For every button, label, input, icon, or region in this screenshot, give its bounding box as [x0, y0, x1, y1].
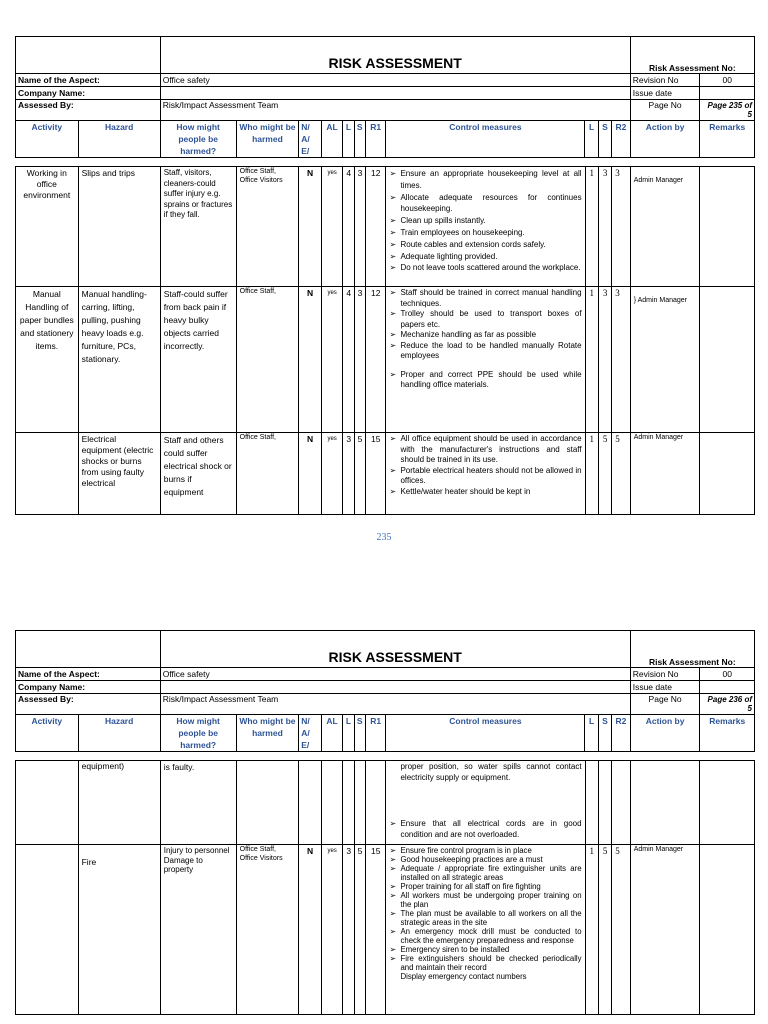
s2-cell — [598, 761, 611, 845]
ra-no-label: Risk Assessment No: — [630, 37, 754, 74]
activity-cell — [16, 845, 79, 1015]
r2-cell: 3 — [612, 287, 630, 433]
harm-cell: Staff-could suffer from back pain if heavy bulky objects carried incorrectly. — [160, 287, 236, 433]
remarks-cell — [700, 845, 755, 1015]
table-row — [16, 433, 755, 515]
col-control-measures: Control measures — [386, 715, 585, 752]
logo-cell — [16, 37, 161, 74]
s2-cell: 3 — [598, 167, 611, 287]
col-nae: N/ A/ E/ — [299, 121, 322, 158]
col-remarks: Remarks — [700, 121, 755, 158]
measure-item: ➢ Proper training for all staff on fire fighting — [389, 882, 581, 891]
header-table — [15, 36, 755, 158]
action-by-cell: Admin Manager — [630, 433, 700, 515]
r1-cell: 12 — [365, 287, 386, 433]
measure-item: ➢ Reduce the load to be handled manually Rotate employees — [389, 341, 581, 362]
col-who: Who might be harmed — [236, 121, 299, 158]
measure-item: ➢ Ensure an appropriate housekeeping level at all times. — [389, 168, 581, 192]
col-hazard: Hazard — [78, 121, 160, 158]
r2-cell: 5 — [612, 845, 630, 1015]
measure-item: ➢ Proper and correct PPE should be used while handling office materials. — [389, 370, 581, 391]
page-title: RISK ASSESSMENT — [160, 631, 630, 668]
measure-item: ➢ All office equipment should be used in accordance with the manufacturer's instructions and staff should be trained in its use. — [389, 434, 581, 466]
measure-item: ➢ Ensure that all electrical cords are in good condition and are not overloaded. — [389, 819, 581, 840]
col-l2: L — [585, 715, 598, 752]
r2-cell: 5 — [612, 433, 630, 515]
r1-cell — [365, 761, 386, 845]
l2-cell: 1 — [585, 287, 598, 433]
measure-item: ➢ Clean up spills instantly. — [389, 215, 581, 227]
col-activity: Activity — [16, 121, 79, 158]
issue-date-label: Issue date — [630, 681, 700, 694]
col-r2: R2 — [612, 121, 631, 158]
harm-cell: is faulty. — [160, 761, 236, 845]
hazard-cell: Manual handling-carring, lifting, pulling, pushing heavy loads e.g. furniture, PCs, stationary. — [78, 287, 160, 433]
col-control-measures: Control measures — [386, 121, 585, 158]
measure-item: ➢ All workers must be undergoing proper training on the plan — [389, 891, 581, 909]
action-by-cell: Admin Manager — [630, 845, 700, 1015]
control-measures-cell — [386, 761, 585, 845]
control-measures-cell — [386, 433, 585, 515]
assessed-label: Assessed By: — [16, 100, 161, 121]
r2-cell: 3 — [612, 167, 630, 287]
table-row — [16, 167, 755, 287]
activity-cell: Manual Handling of paper bundles and stationery items. — [16, 287, 79, 433]
l-cell: 3 — [343, 845, 354, 1015]
measure-item: ➢ An emergency mock drill must be conducted to check the emergency preparedness and response — [389, 927, 581, 945]
al-cell: yes — [321, 845, 343, 1015]
who-cell — [236, 761, 299, 845]
hazard-cell: Electrical equipment (electric shocks or burns from using faulty electrical — [78, 433, 160, 515]
company-value — [160, 87, 630, 100]
col-s2: S — [598, 121, 611, 158]
table-row — [16, 287, 755, 433]
activity-cell: Working in office environment — [16, 167, 79, 287]
measure-item: ➢ The plan must be available to all workers on all the strategic areas in the site — [389, 909, 581, 927]
remarks-cell — [700, 761, 755, 845]
risk-assessment-page-236 — [15, 630, 755, 1015]
hazard-cell: equipment) — [78, 761, 160, 845]
nae-cell: N — [299, 287, 322, 433]
who-cell: Office Staff, — [236, 433, 299, 515]
measure-item: ➢ Adequate / appropriate fire extinguisher units are installed on all strategic areas — [389, 864, 581, 882]
revision-label: Revision No — [630, 668, 700, 681]
l2-cell: 1 — [585, 167, 598, 287]
al-cell: yes — [321, 167, 343, 287]
measure-item: ➢ Allocate adequate resources for continues housekeeping. — [389, 192, 581, 216]
assessed-label: Assessed By: — [16, 694, 161, 715]
table-row — [16, 761, 755, 845]
measure-item: ➢ Good housekeeping practices are a must — [389, 855, 581, 864]
assessed-value: Risk/Impact Assessment Team — [160, 694, 630, 715]
aspect-label: Name of the Aspect: — [16, 74, 161, 87]
revision-label: Revision No — [630, 74, 700, 87]
col-remarks: Remarks — [700, 715, 755, 752]
al-cell: yes — [321, 287, 343, 433]
page-no-label: Page No — [630, 100, 700, 121]
page-no-value: Page 236 of 5 — [700, 694, 755, 715]
footer-page-number: 235 — [376, 532, 392, 543]
measure-item: Display emergency contact numbers — [400, 972, 527, 981]
col-r1: R1 — [365, 121, 386, 158]
ra-no-label: Risk Assessment No: — [630, 631, 754, 668]
s-cell — [354, 761, 365, 845]
measure-item: ➢ Kettle/water heater should be kept in — [389, 487, 581, 498]
col-action-by: Action by — [630, 715, 700, 752]
nae-cell: N — [299, 845, 322, 1015]
col-who: Who might be harmed — [236, 715, 299, 752]
remarks-cell — [700, 287, 755, 433]
s-cell: 5 — [354, 433, 365, 515]
hazard-cell: Fire — [78, 845, 160, 1015]
col-r2: R2 — [612, 715, 631, 752]
measure-item: ➢ Portable electrical heaters should not be allowed in offices. — [389, 466, 581, 487]
col-l: L — [343, 121, 354, 158]
measure-item: proper position, so water spills cannot contact electricity supply or equipment. — [400, 762, 582, 782]
revision-value: 00 — [700, 74, 755, 87]
activity-cell — [16, 433, 79, 515]
issue-date-label: Issue date — [630, 87, 700, 100]
al-cell: yes — [321, 433, 343, 515]
harm-cell: Injury to personnel Damage to property — [160, 845, 236, 1015]
col-harm: How might people be harmed? — [160, 715, 236, 752]
l-cell: 4 — [343, 167, 354, 287]
col-l2: L — [585, 121, 598, 158]
col-harm: How might people be harmed? — [160, 121, 236, 158]
company-value — [160, 681, 630, 694]
nae-cell: N — [299, 167, 322, 287]
activity-cell — [16, 761, 79, 845]
action-by-cell: Admin Manager — [630, 167, 700, 287]
l-cell: 4 — [343, 287, 354, 433]
l2-cell: 1 — [585, 845, 598, 1015]
company-label: Company Name: — [16, 681, 161, 694]
hazard-cell: Slips and trips — [78, 167, 160, 287]
issue-date-value — [700, 681, 755, 694]
col-r1: R1 — [365, 715, 386, 752]
revision-value: 00 — [700, 668, 755, 681]
aspect-label: Name of the Aspect: — [16, 668, 161, 681]
r1-cell: 12 — [365, 167, 386, 287]
aspect-value: Office safety — [160, 74, 630, 87]
aspect-value: Office safety — [160, 668, 630, 681]
col-al: AL — [321, 121, 343, 158]
measure-item: ➢ Adequate lighting provided. — [389, 251, 581, 263]
measure-item: ➢ Staff should be trained in correct manual handling techniques. — [389, 288, 581, 309]
col-hazard: Hazard — [78, 715, 160, 752]
measure-item: ➢ Fire extinguishers should be checked periodically and maintain their record — [389, 954, 581, 972]
r1-cell: 15 — [365, 433, 386, 515]
action-by-cell — [630, 761, 700, 845]
r2-cell — [612, 761, 630, 845]
measure-item: ➢ Train employees on housekeeping. — [389, 227, 581, 239]
remarks-cell — [700, 433, 755, 515]
col-action-by: Action by — [630, 121, 700, 158]
risk-assessment-page-235 — [15, 36, 755, 515]
col-nae: N/ A/ E/ — [299, 715, 322, 752]
l-cell: 3 — [343, 433, 354, 515]
nae-cell — [299, 761, 322, 845]
l-cell — [343, 761, 354, 845]
remarks-cell — [700, 167, 755, 287]
issue-date-value — [700, 87, 755, 100]
who-cell: Office Staff, — [236, 287, 299, 433]
s2-cell: 5 — [598, 845, 611, 1015]
who-cell: Office Staff, Office Visitors — [236, 167, 299, 287]
table-row — [16, 845, 755, 1015]
assessed-value: Risk/Impact Assessment Team — [160, 100, 630, 121]
measure-item: ➢ Emergency siren to be installed — [389, 945, 581, 954]
al-cell — [321, 761, 343, 845]
measure-item: ➢ Ensure fire control program is in place — [389, 846, 581, 855]
header-table — [15, 630, 755, 752]
control-measures-cell — [386, 287, 585, 433]
s-cell: 3 — [354, 167, 365, 287]
s2-cell: 3 — [598, 287, 611, 433]
logo-cell — [16, 631, 161, 668]
who-cell: Office Staff, Office Visitors — [236, 845, 299, 1015]
col-s: S — [354, 121, 365, 158]
col-al: AL — [321, 715, 343, 752]
s-cell: 3 — [354, 287, 365, 433]
control-measures-cell — [386, 845, 585, 1015]
r1-cell: 15 — [365, 845, 386, 1015]
col-activity: Activity — [16, 715, 79, 752]
harm-cell: Staff, visitors, cleaners-could suffer injury e.g. sprains or fractures if they fall. — [160, 167, 236, 287]
col-s2: S — [598, 715, 611, 752]
harm-cell: Staff and others could suffer electrical shock or burns if equipment — [160, 433, 236, 515]
s2-cell: 5 — [598, 433, 611, 515]
page-no-value: Page 235 of 5 — [700, 100, 755, 121]
measure-item: ➢ Trolley should be used to transport boxes of papers etc. — [389, 309, 581, 330]
l2-cell — [585, 761, 598, 845]
page-no-label: Page No — [630, 694, 700, 715]
action-by-cell: } Admin Manager — [630, 287, 700, 433]
assessment-table — [15, 166, 755, 515]
control-measures-cell — [386, 167, 585, 287]
l2-cell: 1 — [585, 433, 598, 515]
company-label: Company Name: — [16, 87, 161, 100]
s-cell: 5 — [354, 845, 365, 1015]
measure-item: ➢ Route cables and extension cords safely. — [389, 239, 581, 251]
nae-cell: N — [299, 433, 322, 515]
assessment-table — [15, 760, 755, 1015]
measure-item: ➢ Do not leave tools scattered around the workplace. — [389, 262, 581, 274]
col-l: L — [343, 715, 354, 752]
page-title: RISK ASSESSMENT — [160, 37, 630, 74]
measure-item: ➢ Mechanize handling as far as possible — [389, 330, 581, 341]
col-s: S — [354, 715, 365, 752]
